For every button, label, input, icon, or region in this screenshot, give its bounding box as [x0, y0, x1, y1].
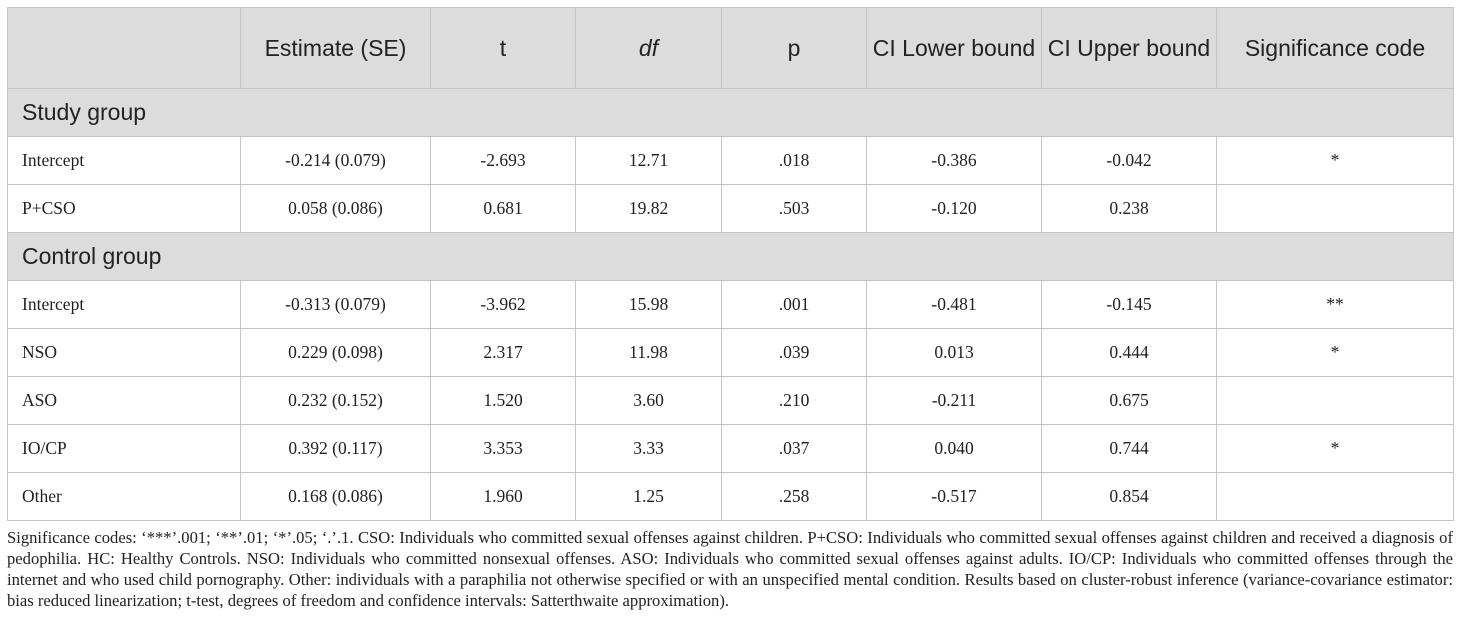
header-ci-lower: CI Lower bound	[867, 8, 1042, 89]
cell-ci-lower: -0.517	[867, 473, 1042, 521]
cell-df: 3.33	[576, 425, 722, 473]
cell-estimate: 0.058 (0.086)	[241, 185, 431, 233]
header-t: t	[431, 8, 576, 89]
header-p: p	[722, 8, 867, 89]
row-label: ASO	[8, 377, 241, 425]
cell-significance: **	[1217, 281, 1454, 329]
cell-p: .001	[722, 281, 867, 329]
header-estimate: Estimate (SE)	[241, 8, 431, 89]
cell-estimate: 0.232 (0.152)	[241, 377, 431, 425]
cell-t: 0.681	[431, 185, 576, 233]
row-label: Intercept	[8, 137, 241, 185]
cell-df: 19.82	[576, 185, 722, 233]
row-label: Intercept	[8, 281, 241, 329]
cell-ci-lower: -0.386	[867, 137, 1042, 185]
cell-t: 2.317	[431, 329, 576, 377]
cell-ci-lower: -0.481	[867, 281, 1042, 329]
cell-estimate: -0.214 (0.079)	[241, 137, 431, 185]
cell-p: .503	[722, 185, 867, 233]
cell-significance	[1217, 377, 1454, 425]
header-row	[8, 8, 1454, 89]
cell-ci-lower: -0.211	[867, 377, 1042, 425]
row-label: IO/CP	[8, 425, 241, 473]
cell-df: 3.60	[576, 377, 722, 425]
table-row	[8, 137, 1454, 185]
cell-estimate: 0.229 (0.098)	[241, 329, 431, 377]
cell-t: -3.962	[431, 281, 576, 329]
cell-t: -2.693	[431, 137, 576, 185]
cell-p: .037	[722, 425, 867, 473]
cell-ci-upper: 0.444	[1042, 329, 1217, 377]
table-row	[8, 425, 1454, 473]
table-row	[8, 473, 1454, 521]
cell-significance: *	[1217, 329, 1454, 377]
row-label: Other	[8, 473, 241, 521]
cell-ci-upper: -0.042	[1042, 137, 1217, 185]
cell-estimate: 0.392 (0.117)	[241, 425, 431, 473]
section-row-study-group	[8, 89, 1454, 137]
cell-ci-upper: 0.238	[1042, 185, 1217, 233]
header-label	[8, 8, 241, 89]
cell-p: .210	[722, 377, 867, 425]
cell-df: 1.25	[576, 473, 722, 521]
cell-df: 11.98	[576, 329, 722, 377]
cell-significance	[1217, 185, 1454, 233]
cell-t: 1.960	[431, 473, 576, 521]
cell-ci-upper: 0.675	[1042, 377, 1217, 425]
header-df: df	[576, 8, 722, 89]
table-row	[8, 377, 1454, 425]
cell-significance: *	[1217, 425, 1454, 473]
cell-t: 1.520	[431, 377, 576, 425]
table-row	[8, 281, 1454, 329]
table-row	[8, 329, 1454, 377]
cell-estimate: 0.168 (0.086)	[241, 473, 431, 521]
table-footnote: Significance codes: ‘***’.001; ‘**’.01; ‘*’.05; ‘.’.1. CSO: Individuals who committed sexual offenses against children. P+CSO: Individuals who committed sexual offenses against children and received a diagnosis of pedophilia. HC: Healthy Controls. NSO: Individuals who committed nonsexual offenses. ASO: Individuals who committed sexual offenses against adults. IO/CP: Individuals who committed offenses through the internet and who used child pornography. Other: individuals with a paraphilia not otherwise specified or with an unspecified mental condition. Results based on cluster-robust inference (variance-covariance estimator: bias reduced linearization; t-test, degrees of freedom and confidence intervals: Satterthwaite approximation).	[7, 528, 1453, 610]
header-significance: Significance code	[1217, 8, 1454, 89]
cell-t: 3.353	[431, 425, 576, 473]
cell-ci-upper: 0.854	[1042, 473, 1217, 521]
cell-significance	[1217, 473, 1454, 521]
cell-ci-upper: 0.744	[1042, 425, 1217, 473]
results-table-container	[7, 7, 1453, 628]
section-title: Study group	[8, 89, 1454, 137]
cell-ci-lower: -0.120	[867, 185, 1042, 233]
cell-ci-lower: 0.013	[867, 329, 1042, 377]
cell-p: .039	[722, 329, 867, 377]
cell-df: 12.71	[576, 137, 722, 185]
cell-significance: *	[1217, 137, 1454, 185]
cell-p: .258	[722, 473, 867, 521]
cell-estimate: -0.313 (0.079)	[241, 281, 431, 329]
cell-p: .018	[722, 137, 867, 185]
header-ci-upper: CI Upper bound	[1042, 8, 1217, 89]
row-label: P+CSO	[8, 185, 241, 233]
cell-df: 15.98	[576, 281, 722, 329]
cell-ci-upper: -0.145	[1042, 281, 1217, 329]
table-row	[8, 185, 1454, 233]
section-row-control-group	[8, 233, 1454, 281]
section-title: Control group	[8, 233, 1454, 281]
results-table	[7, 7, 1454, 521]
cell-ci-lower: 0.040	[867, 425, 1042, 473]
row-label: NSO	[8, 329, 241, 377]
